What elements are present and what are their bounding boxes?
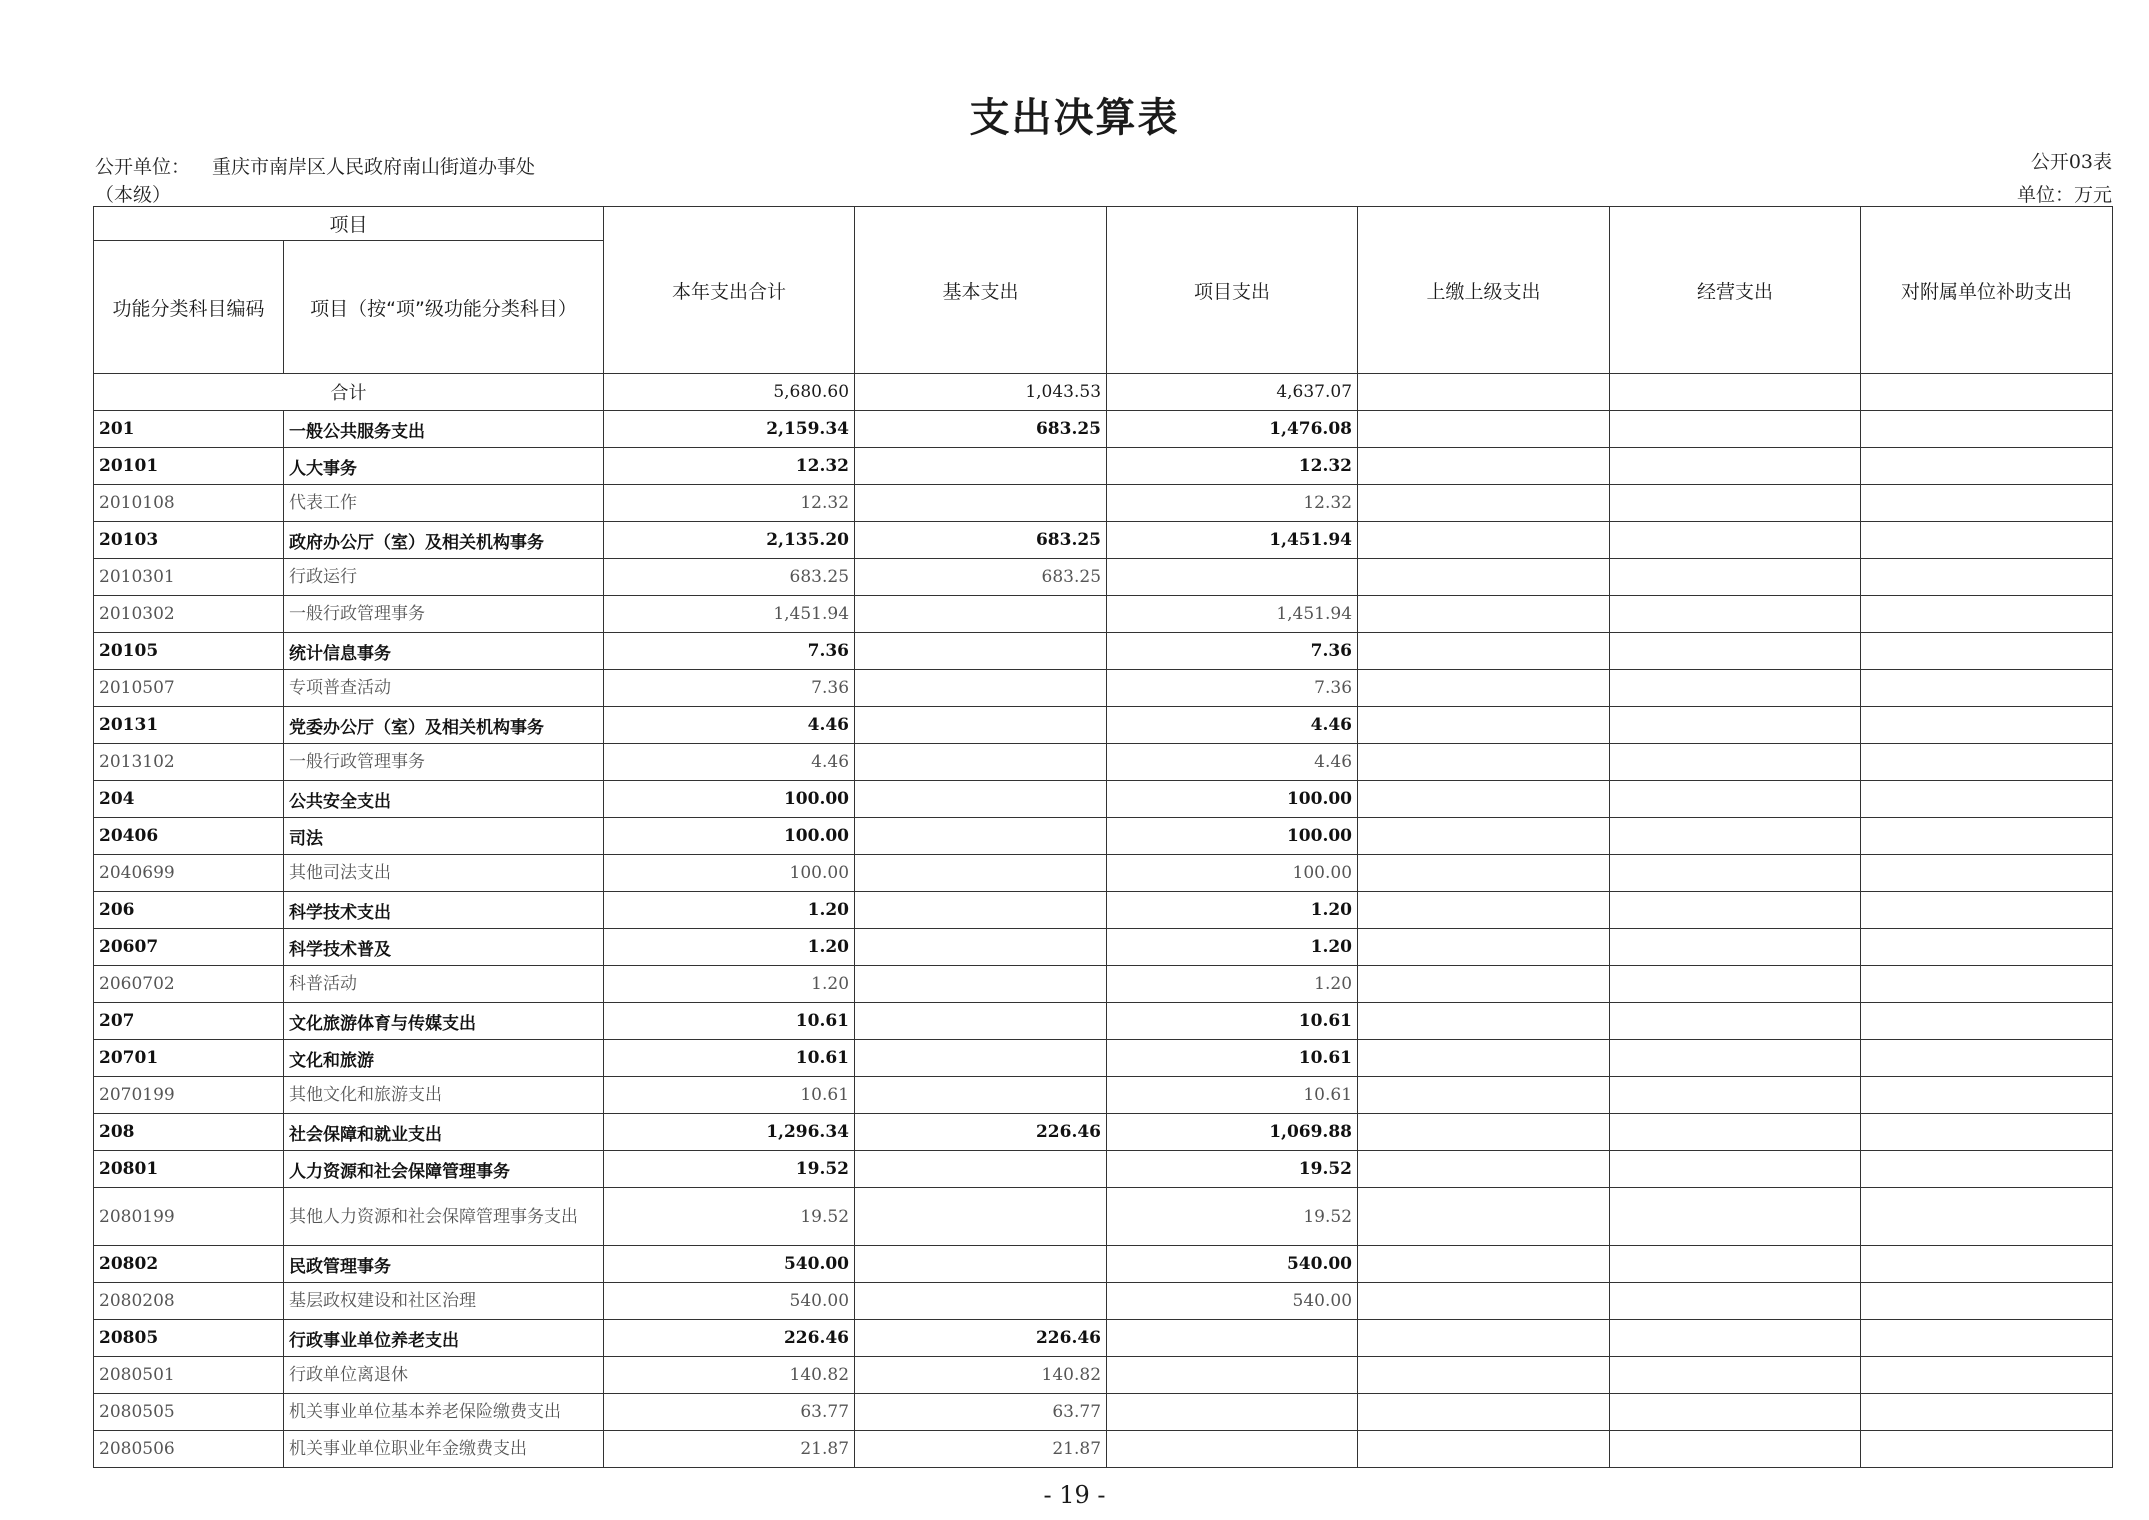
row-business	[1610, 633, 1861, 670]
row-subsidy	[1861, 522, 2113, 559]
header-business: 经营支出	[1610, 207, 1861, 374]
row-basic	[855, 670, 1107, 707]
total-row	[94, 374, 2113, 411]
row-program: 1.20	[1107, 929, 1358, 966]
row-basic: 683.25	[855, 522, 1107, 559]
row-program: 100.00	[1107, 855, 1358, 892]
table-row	[94, 1431, 2113, 1468]
row-code: 2080505	[94, 1394, 284, 1431]
row-name: 人大事务	[284, 448, 604, 485]
header-basic: 基本支出	[855, 207, 1107, 374]
header-upper: 上缴上级支出	[1358, 207, 1610, 374]
row-subsidy	[1861, 1040, 2113, 1077]
row-code: 20406	[94, 818, 284, 855]
row-code: 20805	[94, 1320, 284, 1357]
row-name: 文化旅游体育与传媒支出	[284, 1003, 604, 1040]
row-program: 1,476.08	[1107, 411, 1358, 448]
row-program: 1,069.88	[1107, 1114, 1358, 1151]
row-code: 20105	[94, 633, 284, 670]
row-business	[1610, 1431, 1861, 1468]
row-business	[1610, 707, 1861, 744]
row-basic	[855, 448, 1107, 485]
row-subsidy	[1861, 485, 2113, 522]
row-total: 2,135.20	[604, 522, 855, 559]
row-total: 100.00	[604, 818, 855, 855]
total-business	[1610, 374, 1861, 411]
row-program: 10.61	[1107, 1040, 1358, 1077]
row-business	[1610, 559, 1861, 596]
row-total: 12.32	[604, 448, 855, 485]
table-row	[94, 633, 2113, 670]
row-total: 1,296.34	[604, 1114, 855, 1151]
row-business	[1610, 1188, 1861, 1246]
row-program: 12.32	[1107, 485, 1358, 522]
expenditure-table	[93, 206, 2113, 1468]
row-subsidy	[1861, 1394, 2113, 1431]
row-basic	[855, 966, 1107, 1003]
row-upper	[1358, 1040, 1610, 1077]
row-upper	[1358, 1394, 1610, 1431]
row-name: 党委办公厅（室）及相关机构事务	[284, 707, 604, 744]
row-code: 2010507	[94, 670, 284, 707]
row-total: 540.00	[604, 1283, 855, 1320]
row-total: 21.87	[604, 1431, 855, 1468]
row-code: 20701	[94, 1040, 284, 1077]
row-upper	[1358, 1077, 1610, 1114]
row-total: 140.82	[604, 1357, 855, 1394]
row-upper	[1358, 411, 1610, 448]
row-subsidy	[1861, 781, 2113, 818]
table-row	[94, 892, 2113, 929]
row-basic: 140.82	[855, 1357, 1107, 1394]
row-total: 7.36	[604, 633, 855, 670]
row-code: 204	[94, 781, 284, 818]
row-total: 4.46	[604, 707, 855, 744]
header-name: 项目（按“项”级功能分类科目）	[284, 241, 604, 374]
row-business	[1610, 1151, 1861, 1188]
row-total: 4.46	[604, 744, 855, 781]
row-business	[1610, 1246, 1861, 1283]
table-body	[94, 374, 2113, 1468]
row-subsidy	[1861, 966, 2113, 1003]
header-subsidy: 对附属单位补助支出	[1861, 207, 2113, 374]
row-business	[1610, 522, 1861, 559]
row-upper	[1358, 633, 1610, 670]
row-upper	[1358, 929, 1610, 966]
total-basic: 1,043.53	[855, 374, 1107, 411]
row-name: 行政运行	[284, 559, 604, 596]
header-total: 本年支出合计	[604, 207, 855, 374]
row-name: 科普活动	[284, 966, 604, 1003]
row-subsidy	[1861, 596, 2113, 633]
document-title: 支出决算表	[969, 95, 1180, 141]
row-program: 100.00	[1107, 781, 1358, 818]
row-program: 540.00	[1107, 1283, 1358, 1320]
row-business	[1610, 1394, 1861, 1431]
row-business	[1610, 855, 1861, 892]
row-business	[1610, 1357, 1861, 1394]
row-total: 19.52	[604, 1151, 855, 1188]
table-number: 公开03表	[2030, 151, 2112, 173]
row-name: 人力资源和社会保障管理事务	[284, 1151, 604, 1188]
row-basic	[855, 1283, 1107, 1320]
page-number: - 19 -	[1043, 1481, 1106, 1509]
table-row	[94, 411, 2113, 448]
row-business	[1610, 892, 1861, 929]
row-program	[1107, 1394, 1358, 1431]
row-total: 1.20	[604, 966, 855, 1003]
row-basic: 63.77	[855, 1394, 1107, 1431]
row-program: 12.32	[1107, 448, 1358, 485]
row-subsidy	[1861, 1431, 2113, 1468]
row-name: 民政管理事务	[284, 1246, 604, 1283]
row-code: 2080199	[94, 1188, 284, 1246]
table-row	[94, 522, 2113, 559]
row-basic	[855, 892, 1107, 929]
row-upper	[1358, 1320, 1610, 1357]
table-row	[94, 1151, 2113, 1188]
table-row	[94, 744, 2113, 781]
row-business	[1610, 744, 1861, 781]
row-business	[1610, 448, 1861, 485]
row-total: 1.20	[604, 892, 855, 929]
row-basic	[855, 781, 1107, 818]
table-row	[94, 929, 2113, 966]
row-upper	[1358, 744, 1610, 781]
row-total: 10.61	[604, 1003, 855, 1040]
row-total: 226.46	[604, 1320, 855, 1357]
table-row	[94, 1040, 2113, 1077]
row-basic: 21.87	[855, 1431, 1107, 1468]
row-code: 208	[94, 1114, 284, 1151]
row-upper	[1358, 1114, 1610, 1151]
row-program: 4.46	[1107, 744, 1358, 781]
table-row	[94, 1394, 2113, 1431]
row-subsidy	[1861, 818, 2113, 855]
row-code: 2080506	[94, 1431, 284, 1468]
row-business	[1610, 596, 1861, 633]
row-name: 社会保障和就业支出	[284, 1114, 604, 1151]
row-name: 统计信息事务	[284, 633, 604, 670]
header-project: 项目	[94, 207, 604, 241]
table-row	[94, 670, 2113, 707]
row-business	[1610, 670, 1861, 707]
row-basic: 683.25	[855, 559, 1107, 596]
row-business	[1610, 411, 1861, 448]
row-subsidy	[1861, 1114, 2113, 1151]
table-row	[94, 1246, 2113, 1283]
row-code: 2070199	[94, 1077, 284, 1114]
row-name: 基层政权建设和社区治理	[284, 1283, 604, 1320]
row-program: 1,451.94	[1107, 522, 1358, 559]
row-basic: 683.25	[855, 411, 1107, 448]
row-total: 7.36	[604, 670, 855, 707]
disclosure-unit-name: 重庆市南岸区人民政府南山街道办事处	[212, 156, 536, 178]
row-name: 政府办公厅（室）及相关机构事务	[284, 522, 604, 559]
table-row	[94, 596, 2113, 633]
row-subsidy	[1861, 892, 2113, 929]
row-name: 机关事业单位职业年金缴费支出	[284, 1431, 604, 1468]
row-business	[1610, 781, 1861, 818]
row-basic	[855, 744, 1107, 781]
row-program: 1,451.94	[1107, 596, 1358, 633]
table-row	[94, 1283, 2113, 1320]
row-upper	[1358, 818, 1610, 855]
row-subsidy	[1861, 1357, 2113, 1394]
row-basic: 226.46	[855, 1114, 1107, 1151]
row-name: 文化和旅游	[284, 1040, 604, 1077]
row-subsidy	[1861, 1188, 2113, 1246]
row-name: 其他文化和旅游支出	[284, 1077, 604, 1114]
row-program: 7.36	[1107, 633, 1358, 670]
row-name: 其他人力资源和社会保障管理事务支出	[284, 1188, 604, 1246]
row-total: 1.20	[604, 929, 855, 966]
row-subsidy	[1861, 670, 2113, 707]
row-upper	[1358, 1003, 1610, 1040]
row-code: 2060702	[94, 966, 284, 1003]
row-program: 1.20	[1107, 966, 1358, 1003]
row-basic	[855, 1077, 1107, 1114]
disclosure-unit-label: 公开单位：	[95, 156, 191, 178]
row-upper	[1358, 966, 1610, 1003]
table-row	[94, 1188, 2113, 1246]
row-subsidy	[1861, 1077, 2113, 1114]
row-basic	[855, 855, 1107, 892]
row-upper	[1358, 1357, 1610, 1394]
row-upper	[1358, 855, 1610, 892]
row-subsidy	[1861, 1320, 2113, 1357]
header-code: 功能分类科目编码	[94, 241, 284, 374]
row-code: 2010301	[94, 559, 284, 596]
total-amount: 5,680.60	[604, 374, 855, 411]
row-name: 机关事业单位基本养老保险缴费支出	[284, 1394, 604, 1431]
row-business	[1610, 929, 1861, 966]
row-upper	[1358, 596, 1610, 633]
table-row	[94, 1320, 2113, 1357]
row-program: 1.20	[1107, 892, 1358, 929]
row-business	[1610, 485, 1861, 522]
row-code: 2010302	[94, 596, 284, 633]
row-subsidy	[1861, 1283, 2113, 1320]
row-total: 12.32	[604, 485, 855, 522]
row-basic	[855, 1246, 1107, 1283]
row-basic: 226.46	[855, 1320, 1107, 1357]
row-name: 一般行政管理事务	[284, 596, 604, 633]
row-program: 4.46	[1107, 707, 1358, 744]
currency-unit: 单位：万元	[2016, 184, 2112, 206]
row-business	[1610, 1077, 1861, 1114]
row-name: 科学技术普及	[284, 929, 604, 966]
row-program: 19.52	[1107, 1188, 1358, 1246]
row-code: 20131	[94, 707, 284, 744]
row-program: 19.52	[1107, 1151, 1358, 1188]
row-basic	[855, 485, 1107, 522]
row-basic	[855, 1040, 1107, 1077]
row-code: 2080501	[94, 1357, 284, 1394]
row-total: 63.77	[604, 1394, 855, 1431]
row-total: 2,159.34	[604, 411, 855, 448]
row-program: 100.00	[1107, 818, 1358, 855]
row-upper	[1358, 1151, 1610, 1188]
disclosure-unit	[95, 152, 535, 179]
row-basic	[855, 1003, 1107, 1040]
row-subsidy	[1861, 855, 2113, 892]
unit-level: （本级）	[95, 184, 172, 206]
row-name: 一般公共服务支出	[284, 411, 604, 448]
row-upper	[1358, 670, 1610, 707]
total-program: 4,637.07	[1107, 374, 1358, 411]
row-name: 代表工作	[284, 485, 604, 522]
table-row	[94, 559, 2113, 596]
table-row	[94, 1357, 2113, 1394]
row-subsidy	[1861, 411, 2113, 448]
row-business	[1610, 966, 1861, 1003]
row-name: 公共安全支出	[284, 781, 604, 818]
row-upper	[1358, 1188, 1610, 1246]
row-code: 2010108	[94, 485, 284, 522]
row-program	[1107, 1357, 1358, 1394]
row-code: 2013102	[94, 744, 284, 781]
row-total: 10.61	[604, 1077, 855, 1114]
row-basic	[855, 929, 1107, 966]
row-program	[1107, 1320, 1358, 1357]
row-name: 行政单位离退休	[284, 1357, 604, 1394]
row-basic	[855, 1151, 1107, 1188]
row-subsidy	[1861, 448, 2113, 485]
row-program: 10.61	[1107, 1077, 1358, 1114]
row-upper	[1358, 448, 1610, 485]
table-row	[94, 1003, 2113, 1040]
row-name: 其他司法支出	[284, 855, 604, 892]
row-business	[1610, 818, 1861, 855]
row-basic	[855, 1188, 1107, 1246]
row-total: 19.52	[604, 1188, 855, 1246]
row-upper	[1358, 1431, 1610, 1468]
table-row	[94, 1077, 2113, 1114]
row-business	[1610, 1003, 1861, 1040]
row-business	[1610, 1320, 1861, 1357]
table-row	[94, 1114, 2113, 1151]
row-upper	[1358, 559, 1610, 596]
row-code: 20101	[94, 448, 284, 485]
header-program: 项目支出	[1107, 207, 1358, 374]
row-basic	[855, 707, 1107, 744]
row-total: 100.00	[604, 855, 855, 892]
row-subsidy	[1861, 744, 2113, 781]
row-name: 科学技术支出	[284, 892, 604, 929]
row-name: 司法	[284, 818, 604, 855]
row-program: 10.61	[1107, 1003, 1358, 1040]
row-code: 20801	[94, 1151, 284, 1188]
row-code: 201	[94, 411, 284, 448]
table-row	[94, 448, 2113, 485]
row-upper	[1358, 781, 1610, 818]
row-subsidy	[1861, 1151, 2113, 1188]
row-upper	[1358, 1283, 1610, 1320]
row-business	[1610, 1040, 1861, 1077]
table-row	[94, 855, 2113, 892]
row-total: 10.61	[604, 1040, 855, 1077]
row-program	[1107, 559, 1358, 596]
row-upper	[1358, 707, 1610, 744]
row-total: 1,451.94	[604, 596, 855, 633]
total-subsidy	[1861, 374, 2113, 411]
row-subsidy	[1861, 1003, 2113, 1040]
row-basic	[855, 633, 1107, 670]
row-name: 专项普查活动	[284, 670, 604, 707]
row-total: 683.25	[604, 559, 855, 596]
table-row	[94, 966, 2113, 1003]
table-row	[94, 485, 2113, 522]
total-upper	[1358, 374, 1610, 411]
table-row	[94, 707, 2113, 744]
row-upper	[1358, 522, 1610, 559]
row-name: 一般行政管理事务	[284, 744, 604, 781]
row-code: 20802	[94, 1246, 284, 1283]
row-code: 2080208	[94, 1283, 284, 1320]
row-upper	[1358, 892, 1610, 929]
row-code: 20607	[94, 929, 284, 966]
row-program: 7.36	[1107, 670, 1358, 707]
row-business	[1610, 1114, 1861, 1151]
row-subsidy	[1861, 929, 2113, 966]
row-subsidy	[1861, 633, 2113, 670]
total-label: 合计	[94, 374, 604, 411]
row-code: 207	[94, 1003, 284, 1040]
row-basic	[855, 818, 1107, 855]
row-program	[1107, 1431, 1358, 1468]
table-row	[94, 781, 2113, 818]
row-subsidy	[1861, 707, 2113, 744]
row-code: 2040699	[94, 855, 284, 892]
row-name: 行政事业单位养老支出	[284, 1320, 604, 1357]
row-code: 20103	[94, 522, 284, 559]
row-subsidy	[1861, 1246, 2113, 1283]
table-row	[94, 818, 2113, 855]
row-program: 540.00	[1107, 1246, 1358, 1283]
row-total: 540.00	[604, 1246, 855, 1283]
row-upper	[1358, 1246, 1610, 1283]
row-basic	[855, 596, 1107, 633]
row-total: 100.00	[604, 781, 855, 818]
row-subsidy	[1861, 559, 2113, 596]
row-business	[1610, 1283, 1861, 1320]
row-upper	[1358, 485, 1610, 522]
row-code: 206	[94, 892, 284, 929]
